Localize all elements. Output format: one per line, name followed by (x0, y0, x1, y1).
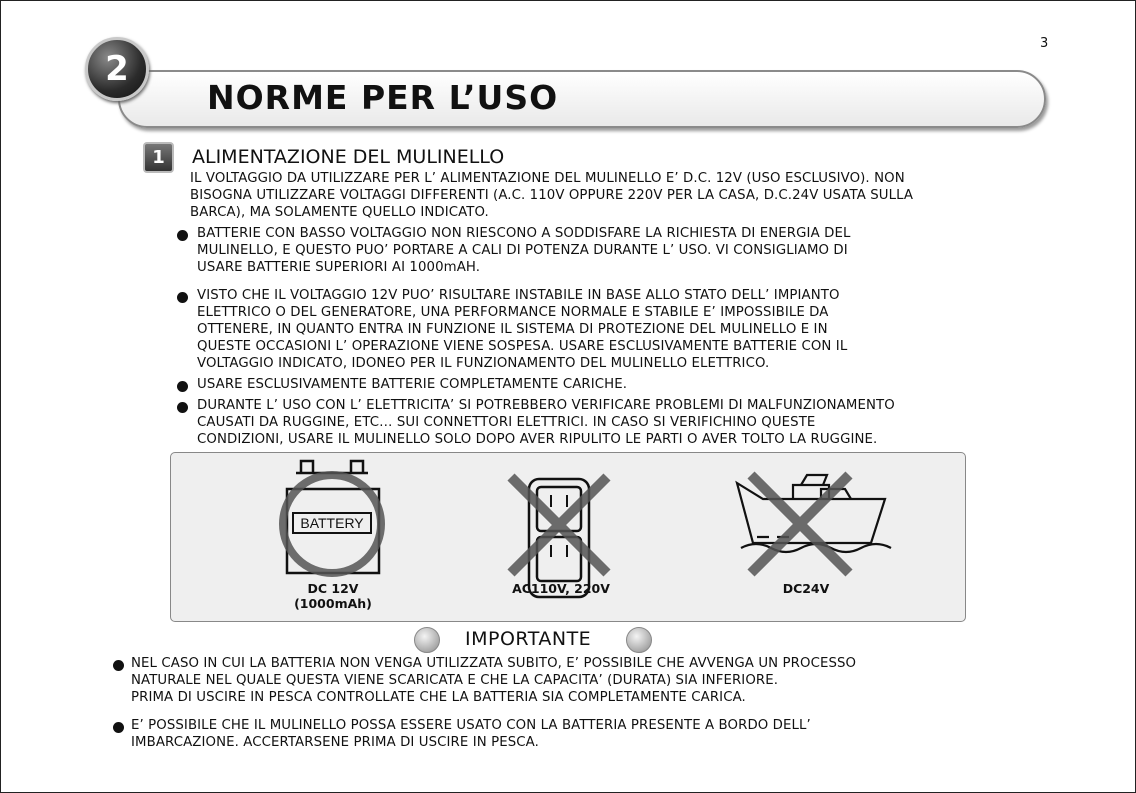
bullet-line: USARE ESCLUSIVAMENTE BATTERIE COMPLETAMENTE CARICHE. (197, 377, 628, 392)
wall-outlet-icon (529, 479, 589, 597)
chapter-title: NORME PER L’USO (207, 78, 559, 117)
bullet-dot (113, 660, 124, 671)
importante-line: NEL CASO IN CUI LA BATTERIA NON VENGA UTILIZZATA SUBITO, E’ POSSIBILE CHE AVVENGA UN PROCESSO (131, 656, 857, 671)
chapter-number: 2 (105, 49, 129, 89)
importante-line: NATURALE NEL QUALE QUESTA VIENE SCARICATA E CHE LA CAPACITA’ (DURATA) SIA INFERIORE. (131, 673, 779, 688)
bullet-line: VOLTAGGIO INDICATO, IDONEO PER IL FUNZIONAMENTO DEL MULINELLO ELETTRICO. (197, 356, 770, 371)
importante-title: IMPORTANTE (465, 628, 592, 650)
illustration-panel (170, 452, 966, 622)
importante-line: PRIMA DI USCIRE IN PESCA CONTROLLATE CHE LA BATTERIA SIA COMPLETAMENTE CARICA. (131, 690, 746, 705)
intro-line: BARCA), MA SOLAMENTE QUELLO INDICATO. (190, 205, 489, 220)
bullet-line: USARE BATTERIE SUPERIORI AI 1000mAH. (197, 260, 481, 275)
importante-line: IMBARCAZIONE. ACCERTARSENE PRIMA DI USCIRE IN PESCA. (131, 735, 539, 750)
section-number: 1 (152, 147, 165, 168)
section-number-badge (143, 142, 174, 173)
intro-line: IL VOLTAGGIO DA UTILIZZARE PER L’ ALIMENTAZIONE DEL MULINELLO E’ D.C. 12V (USO ESCLUSIVO). NON (190, 171, 905, 186)
bullet-dot (177, 230, 188, 241)
bullet-line: BATTERIE CON BASSO VOLTAGGIO NON RIESCONO A SODDISFARE LA RICHIESTA DI ENERGIA DEL (197, 226, 851, 241)
bullet-dot (177, 292, 188, 303)
outlet-caption: AC110V, 220V (512, 581, 610, 596)
bullet-line: QUESTE OCCASIONI L’ OPERAZIONE VIENE SOSPESA. USARE ESCLUSIVAMENTE BATTERIE CON IL (197, 339, 848, 354)
bullet-line: ELETTRICO O DEL GENERATORE, UNA PERFORMANCE NORMALE E STABILE E’ IMPOSSIBILE DA (197, 305, 829, 320)
section-title: ALIMENTAZIONE DEL MULINELLO (192, 146, 505, 168)
bullet-line: DURANTE L’ USO CON L’ ELETTRICITA’ SI POTREBBERO VERIFICARE PROBLEMI DI MALFUNZIONAMENTO (197, 398, 895, 413)
bullet-dot (113, 722, 124, 733)
page-number: 3 (1040, 36, 1049, 51)
battery-label: BATTERY (300, 515, 364, 531)
bullet-line: CAUSATI DA RUGGINE, ETC… SUI CONNETTORI ELETTRICI. IN CASO SI VERIFICHINO QUESTE (197, 415, 816, 430)
prohibited-cross-icon (751, 475, 849, 573)
battery-caption (283, 581, 383, 611)
boat-caption: DC24V (782, 581, 830, 596)
bullet-line: OTTENERE, IN QUANTO ENTRA IN FUNZIONE IL SISTEMA DI PROTEZIONE DEL MULINELLO E IN (197, 322, 828, 337)
bullet-dot (177, 381, 188, 392)
prohibited-cross-icon (511, 477, 607, 573)
battery-caption-capacity: (1000mAh) (294, 596, 372, 611)
importante-right-dot-icon (626, 627, 652, 653)
bullet-line: CONDIZIONI, USARE IL MULINELLO SOLO DOPO AVER RIPULITO LE PARTI O AVER TOLTO LA RUGGINE. (197, 432, 878, 447)
intro-line: BISOGNA UTILIZZARE VOLTAGGI DIFFERENTI (A.C. 110V OPPURE 220V PER LA CASA, D.C.24V USATA SULLA (190, 188, 914, 203)
chapter-number-badge (85, 37, 149, 101)
bullet-dot (177, 402, 188, 413)
bullet-line: MULINELLO, E QUESTO PUO’ PORTARE A CALI DI POTENZA DURANTE L’ USO. VI CONSIGLIAMO DI (197, 243, 848, 258)
importante-left-dot-icon (414, 627, 440, 653)
bullet-line: VISTO CHE IL VOLTAGGIO 12V PUO’ RISULTARE INSTABILE IN BASE ALLO STATO DELL’ IMPIANTO (197, 288, 840, 303)
importante-line: E’ POSSIBILE CHE IL MULINELLO POSSA ESSERE USATO CON LA BATTERIA PRESENTE A BORDO DELL’ (131, 718, 811, 733)
battery-caption-voltage: DC 12V (307, 581, 359, 596)
